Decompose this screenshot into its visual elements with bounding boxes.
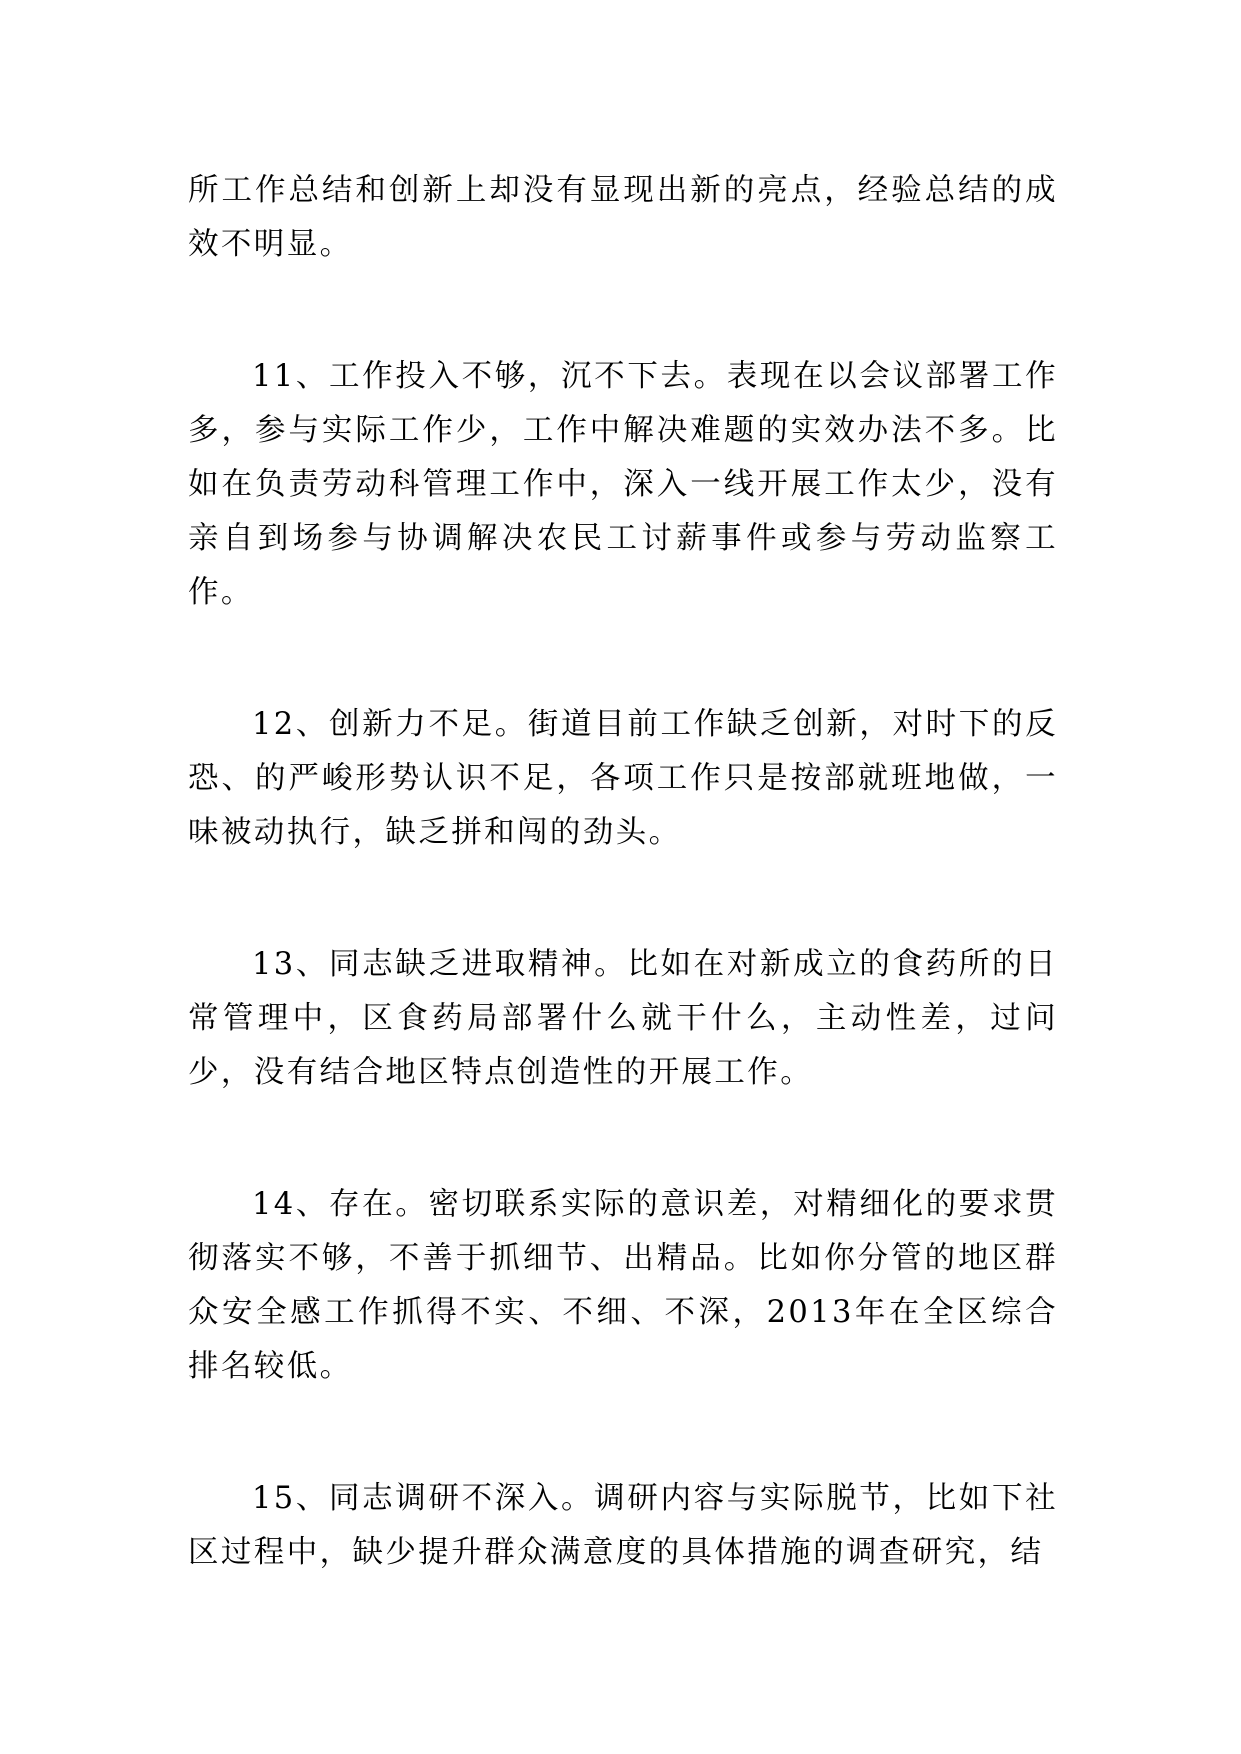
paragraph-item-15: 15、同志调研不深入。调研内容与实际脱节，比如下社区过程中，缺少提升群众满意度的具体措施的调查研究，结 <box>188 1481 1058 1570</box>
paragraph-item-11: 11、工作投入不够，沉不下去。表现在以会议部署工作多，参与实际工作少，工作中解决难题的实效办法不多。比如在负责劳动科管理工作中，深入一线开展工作太少，没有亲自到场参与协调解决农民工讨薪事件或参与劳动监察工作。 <box>188 359 1058 610</box>
paragraph-item-12: 12、创新力不足。街道目前工作缺乏创新，对时下的反恐、的严峻形势认识不足，各项工作只是按部就班地做，一味被动执行，缺乏拼和闯的劲头。 <box>188 707 1058 850</box>
paragraph-gap <box>188 272 1058 350</box>
paragraph-gap <box>188 1100 1058 1178</box>
paragraph-item-14: 14、存在。密切联系实际的意识差，对精细化的要求贯彻落实不够，不善于抓细节、出精品。比如你分管的地区群众安全感工作抓得不实、不细、不深，2013年在全区综合排名较低。 <box>188 1187 1058 1384</box>
paragraph-continuation: 所工作总结和创新上却没有显现出新的亮点，经验总结的成效不明显。 <box>188 173 1058 262</box>
paragraph-gap <box>188 620 1058 698</box>
paragraph-gap <box>188 860 1058 938</box>
document-page <box>188 164 1058 1580</box>
paragraph-item-13: 13、同志缺乏进取精神。比如在对新成立的食药所的日常管理中，区食药局部署什么就干什么，主动性差，过问少，没有结合地区特点创造性的开展工作。 <box>188 947 1058 1090</box>
paragraph-gap <box>188 1394 1058 1472</box>
